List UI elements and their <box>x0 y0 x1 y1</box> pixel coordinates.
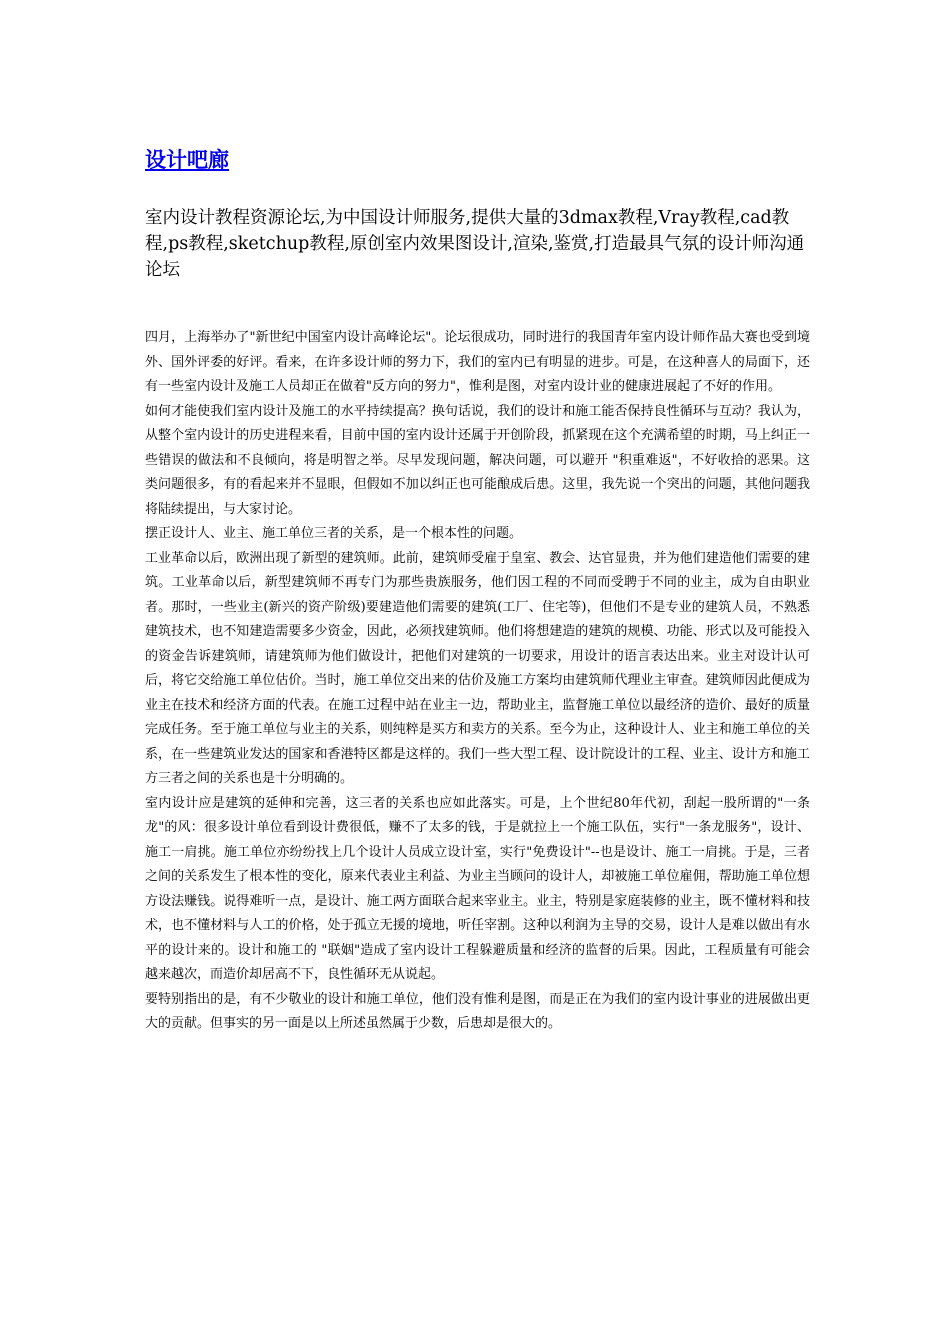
article-paragraph: 四月，上海举办了"新世纪中国室内设计高峰论坛"。论坛很成功，同时进行的我国青年室内设计师作品大赛也受到境外、国外评委的好评。看来，在许多设计师的努力下，我们的室内已有明显的进步。可是，在这种喜人的局面下，还有一些室内设计及施工人员却正在做着"反方向的努力"，惟利是图，对室内设计业的健康进展起了不好的作用。 <box>145 330 810 394</box>
article-paragraph: 工业革命以后，欧洲出现了新型的建筑师。此前，建筑师受雇于皇室、教会、达官显贵，并为他们建造他们需要的建筑。工业革命以后，新型建筑师不再专门为那些贵族服务，他们因工程的不同而受聘于不同的业主，成为自由职业者。那时，一些业主(新兴的资产阶级)要建造他们需要的建筑(工厂、住宅等)，但他们不是专业的建筑人员，不熟悉建筑技术，也不知建造需要多少资金，因此，必须找建筑师。他们将想建造的建筑的规模、功能、形式以及可能投入的资金告诉建筑师，请建筑师为他们做设计，把他们对建筑的一切要求，用设计的语言表达出来。业主对设计认可后，将它交给施工单位估价。当时，施工单位交出来的估价及施工方案均由建筑师代理业主审查。建筑师因此便成为业主在技术和经济方面的代表。在施工过程中站在业主一边，帮助业主，监督施工单位以最经济的造价、最好的质量完成任务。至于施工单位与业主的关系，则纯粹是买方和卖方的关系。至今为止，这种设计人、业主和施工单位的关系，在一些建筑业发达的国家和香港特区都是这样的。我们一些大型工程、设计院设计的工程、业主、设计方和施工方三者之间的关系也是十分明确的。 <box>145 550 810 786</box>
article-paragraph: 室内设计应是建筑的延伸和完善，这三者的关系也应如此落实。可是，上个世纪80年代初，刮起一股所谓的"一条龙"的风：很多设计单位看到设计费很低，赚不了太多的钱，于是就拉上一个施工队伍，实行"一条龙服务"，设计、施工一肩挑。施工单位亦纷纷找上几个设计人员成立设计室，实行"免费设计"--也是设计、施工一肩挑。于是，三者之间的关系发生了根本性的变化，原来代表业主利益、为业主当顾问的设计人，却被施工单位雇佣，帮助施工单位想方设法赚钱。说得难听一点，是设计、施工两方面联合起来宰业主。业主，特别是家庭装修的业主，既不懂材料和技术，也不懂材料与人工的价格，处于孤立无援的境地，听任宰割。这种以利润为主导的交易，设计人是难以做出有水平的设计来的。设计和施工的 "联姻"造成了室内设计工程躲避质量和经济的监督的后果。因此，工程质量有可能会越来越次，而造价却居高不下，良性循环无从说起。 <box>145 795 810 982</box>
site-description: 室内设计教程资源论坛,为中国设计师服务,提供大量的3dmax教程,Vray教程,cad教程,ps教程,sketchup教程,原创室内效果图设计,渲染,鉴赏,打造最具气氛的设计师沟通论坛 <box>145 208 805 280</box>
article-paragraph: 摆正设计人、业主、施工单位三者的关系，是一个根本性的问题。 <box>145 526 523 541</box>
article-paragraph: 如何才能使我们室内设计及施工的水平持续提高？换句话说，我们的设计和施工能否保持良性循环与互动？我认为，从整个室内设计的历史进程来看，目前中国的室内设计还属于开创阶段，抓紧现在这个充满希望的时期，马上纠正一些错误的做法和不良倾向，将是明智之举。尽早发现问题，解决问题，可以避开 "积重难返"，不好收拾的恶果。这类问题很多，有的看起来并不显眼，但假如不加以纠正也可能酿成后患。这里，我先说一个突出的问题，其他问题我将陆续提出，与大家讨论。 <box>145 403 810 517</box>
site-title-link[interactable]: 设计吧廊 <box>145 148 229 172</box>
article-body <box>145 326 810 1037</box>
article-paragraph: 要特别指出的是，有不少敬业的设计和施工单位，他们没有惟利是图，而是正在为我们的室内设计事业的进展做出更大的贡献。但事实的另一面是以上所述虽然属于少数，后患却是很大的。 <box>145 991 810 1031</box>
